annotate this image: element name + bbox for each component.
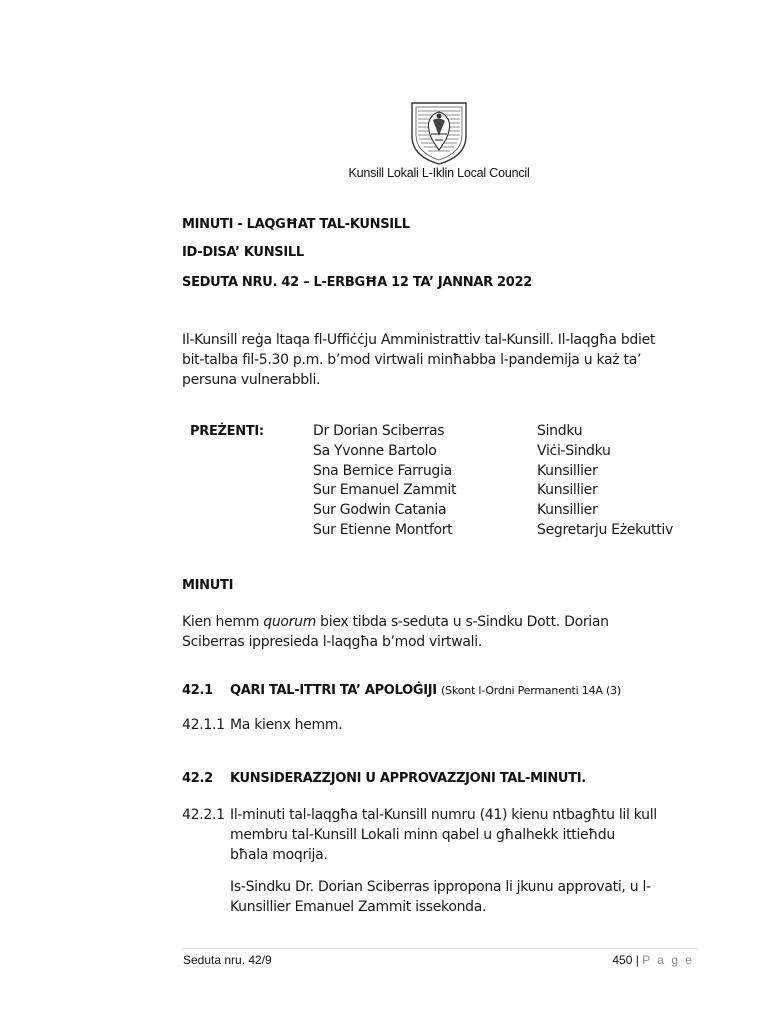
minutes-paragraph xyxy=(182,612,702,652)
member-name: Sur Etienne Montfort xyxy=(313,521,453,538)
item-line: Il-minuti tal-laqgħa tal-Kunsill numru (41) kienu ntbagħtu lil kull xyxy=(230,807,657,823)
section-title: KUNSIDERAZZJONI U APPROVAZZJONI TAL-MINUTI. xyxy=(230,771,586,786)
present-names-column xyxy=(313,422,456,541)
member-role: Kunsillier xyxy=(537,482,598,499)
minutes-text: biex tibda s-seduta u s-Sindku Dott. Dorian xyxy=(316,614,609,630)
present-roles-column xyxy=(537,422,673,541)
council-name: Kunsill Lokali L-Iklin Local Council xyxy=(348,166,530,180)
minutes-title: MINUTI - LAQGĦAT TAL-KUNSILL xyxy=(182,217,410,232)
member-name: Sur Godwin Catania xyxy=(313,502,447,519)
section-number: 42.2 xyxy=(182,771,213,786)
intro-line: bit-talba fil-5.30 p.m. b’mod virtwali minħabba l-pandemija u każ ta’ xyxy=(182,352,642,368)
section-note: (Skont l-Ordni Permanenti 14A (3) xyxy=(441,684,622,697)
page-number: 450 xyxy=(612,953,633,967)
footer-page xyxy=(612,953,694,967)
member-name: Sur Emanuel Zammit xyxy=(313,482,457,499)
intro-line: persuna vulnerabbli. xyxy=(182,372,321,388)
item-paragraph xyxy=(230,805,700,865)
member-name: Sa Yvonne Bartolo xyxy=(313,442,437,459)
member-role: Kunsillier xyxy=(537,502,598,519)
intro-paragraph xyxy=(182,330,702,390)
item-line: bħala moqrija. xyxy=(230,847,328,863)
member-role: Viċi-Sindku xyxy=(537,442,611,459)
item-paragraph xyxy=(230,877,700,917)
council-crest-icon xyxy=(409,100,469,166)
quorum-italic: quorum xyxy=(263,614,317,630)
member-role: Segretarju Eżekuttiv xyxy=(537,521,673,538)
item-number: 42.1.1 xyxy=(182,717,225,733)
session-title: SEDUTA NRU. 42 – L-ERBGĦA 12 TA’ JANNAR 2022 xyxy=(182,275,533,290)
section-number: 42.1 xyxy=(182,683,213,698)
member-name: Dr Dorian Sciberras xyxy=(313,423,445,439)
member-role: Sindku xyxy=(537,423,583,439)
footer-session: Seduta nru. 42/9 xyxy=(183,953,272,967)
section-title-text: QARI TAL-ITTRI TA’ APOLOĠIJI xyxy=(230,683,437,698)
item-line: membru tal-Kunsill Lokali minn qabel u għalhekk ittieħdu xyxy=(230,827,615,843)
item-line: Kunsillier Emanuel Zammit issekonda. xyxy=(230,899,487,915)
item-number: 42.2.1 xyxy=(182,807,225,823)
page-separator: | xyxy=(635,953,639,967)
item-text: Ma kienx hemm. xyxy=(230,717,343,733)
minutes-text: Kien hemm xyxy=(182,614,264,630)
minutes-line: Sciberras ippresieda l-laqgħa b’mod virtwali. xyxy=(182,634,482,650)
member-name: Sna Bernice Farrugia xyxy=(313,462,452,479)
member-role: Kunsillier xyxy=(537,462,598,479)
intro-line: Il-Kunsill reġa ltaqa fl-Uffiċċju Amministrattiv tal-Kunsill. Il-laqgħa bdiet xyxy=(182,332,656,348)
item-line: Is-Sindku Dr. Dorian Sciberras ippropona li jkunu approvati, u l- xyxy=(230,879,651,895)
footer-divider xyxy=(182,948,698,949)
council-term-title: ID-DISA’ KUNSILL xyxy=(182,245,304,260)
section-title xyxy=(230,683,621,698)
minutes-line xyxy=(182,612,702,632)
page-word: P a g e xyxy=(642,953,694,967)
minutes-heading: MINUTI xyxy=(182,578,234,593)
present-label: PREŻENTI: xyxy=(190,424,264,439)
